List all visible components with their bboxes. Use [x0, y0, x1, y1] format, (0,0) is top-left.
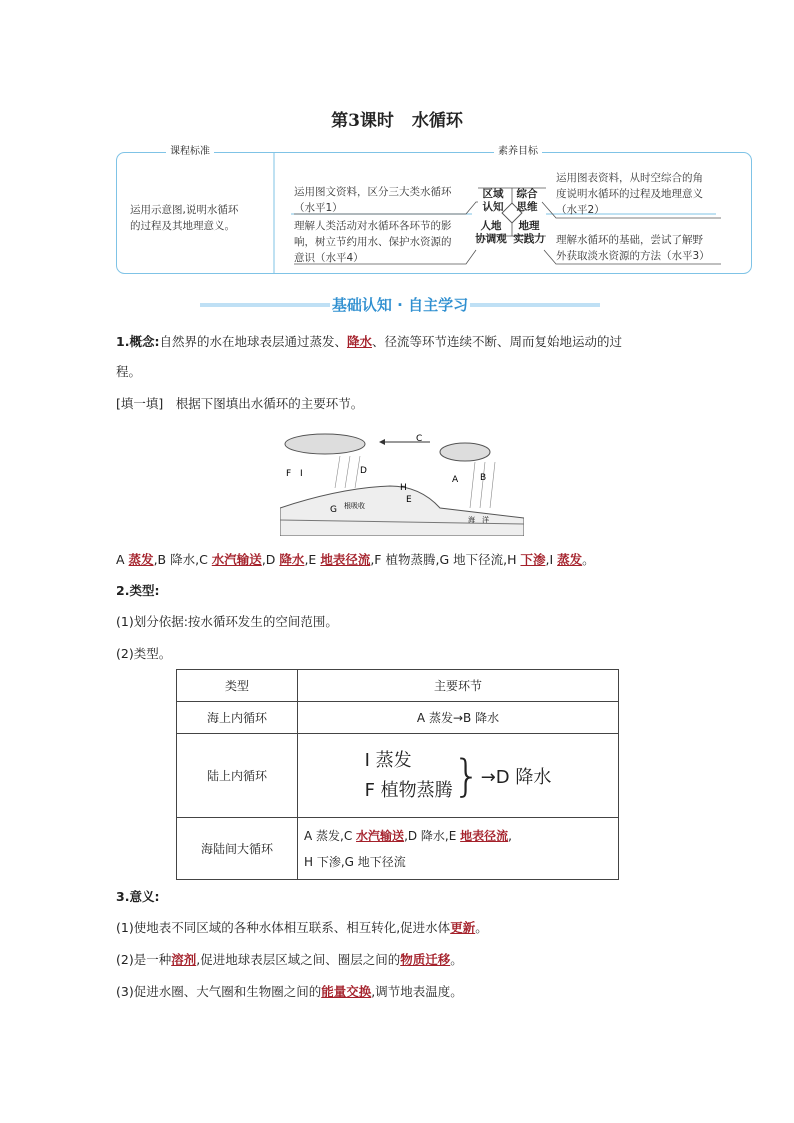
th-type: 类型 — [177, 670, 298, 702]
row-land-steps: I 蒸发 F 植物蒸腾 }→D 降水 — [298, 734, 619, 818]
curriculum-text: 运用示意图,说明水循环 的过程及其地理意义。 — [130, 204, 239, 232]
fig-label-f: F — [286, 469, 292, 479]
row-global: 海陆间大循环 — [177, 818, 298, 880]
goals-box — [116, 146, 752, 274]
fig-label-root: 根吸收 — [344, 502, 365, 510]
goal-right-bottom: 理解水循环的基础，尝试了解野 外获取淡水资源的方法（水平3） — [556, 234, 710, 262]
fig-label-b: B — [480, 473, 487, 483]
fig-label-e: E — [406, 495, 412, 505]
section-banner — [200, 296, 600, 316]
answers-line: A 蒸发,B 降水,C 水汽输送,D 降水,E 地表径流,F 植物蒸腾,G 地下径流,H 下渗,I 蒸发。 — [116, 552, 595, 567]
goal-left-bottom: 理解人类活动对水循环各环节的影 响，树立节约用水、保护水资源的 意识（水平4） — [294, 220, 452, 264]
water-cycle-diagram — [280, 428, 524, 536]
meaning-label: 3.意义: — [116, 889, 160, 904]
meaning-1: (1)使地表不同区域的各种水体相互联系、相互转化,促进水体更新。 — [116, 920, 488, 935]
fig-label-i: I — [300, 469, 303, 479]
goal-left-top: 运用图文资料，区分三大类水循环 （水平1） — [294, 186, 452, 214]
fig-label-d: D — [360, 466, 367, 476]
th-steps: 主要环节 — [298, 670, 619, 702]
fig-label-a: A — [452, 475, 459, 485]
row-sea: 海上内循环 — [177, 702, 298, 734]
label-harmony: 人地 协调观 — [475, 220, 507, 245]
types-basis: (1)划分依据:按水循环发生的空间范围。 — [116, 614, 338, 629]
curriculum-tag: 课程标准 — [166, 145, 214, 159]
row-land: 陆上内循环 — [177, 734, 298, 818]
label-region: 区域 认知 — [482, 188, 504, 213]
types-label: 2.类型: — [116, 583, 160, 598]
row-sea-steps: A 蒸发→B 降水 — [298, 702, 619, 734]
fig-label-g: G — [330, 505, 337, 515]
goal-right-top: 运用图表资料，从时空综合的角 度说明水循环的过程及地理意义 （水平2） — [556, 172, 703, 216]
fig-label-h: H — [400, 483, 407, 493]
types-sub: (2)类型。 — [116, 646, 172, 661]
page-title: 第3课时 水循环 — [331, 111, 463, 131]
row-global-steps: A 蒸发,C 水汽输送,D 降水,E 地表径流, H 下渗,G 地下径流 — [298, 818, 619, 880]
meaning-3: (3)促进水圈、大气圈和生物圈之间的能量交换,调节地表温度。 — [116, 984, 463, 999]
fig-label-sea: 海 洋 — [468, 516, 489, 524]
literacy-tag: 素养目标 — [494, 145, 542, 159]
concept-line-2: 程。 — [116, 364, 142, 379]
water-cycle-figure — [280, 428, 524, 536]
meaning-2: (2)是一种溶剂,促进地球表层区域之间、圈层之间的物质迁移。 — [116, 952, 463, 967]
types-table — [176, 669, 619, 880]
label-practice: 地理 实践力 — [513, 220, 545, 245]
fig-label-c: C — [416, 434, 423, 444]
fill-prompt: [填一填] 根据下图填出水循环的主要环节。 — [116, 396, 364, 411]
concept-line: 1.概念:自然界的水在地球表层通过蒸发、降水、径流等环节连续不断、周而复始地运动的过 — [116, 334, 622, 349]
banner-title: 基础认知 · 自主学习 — [331, 296, 469, 314]
label-thinking: 综合 思维 — [516, 188, 538, 213]
